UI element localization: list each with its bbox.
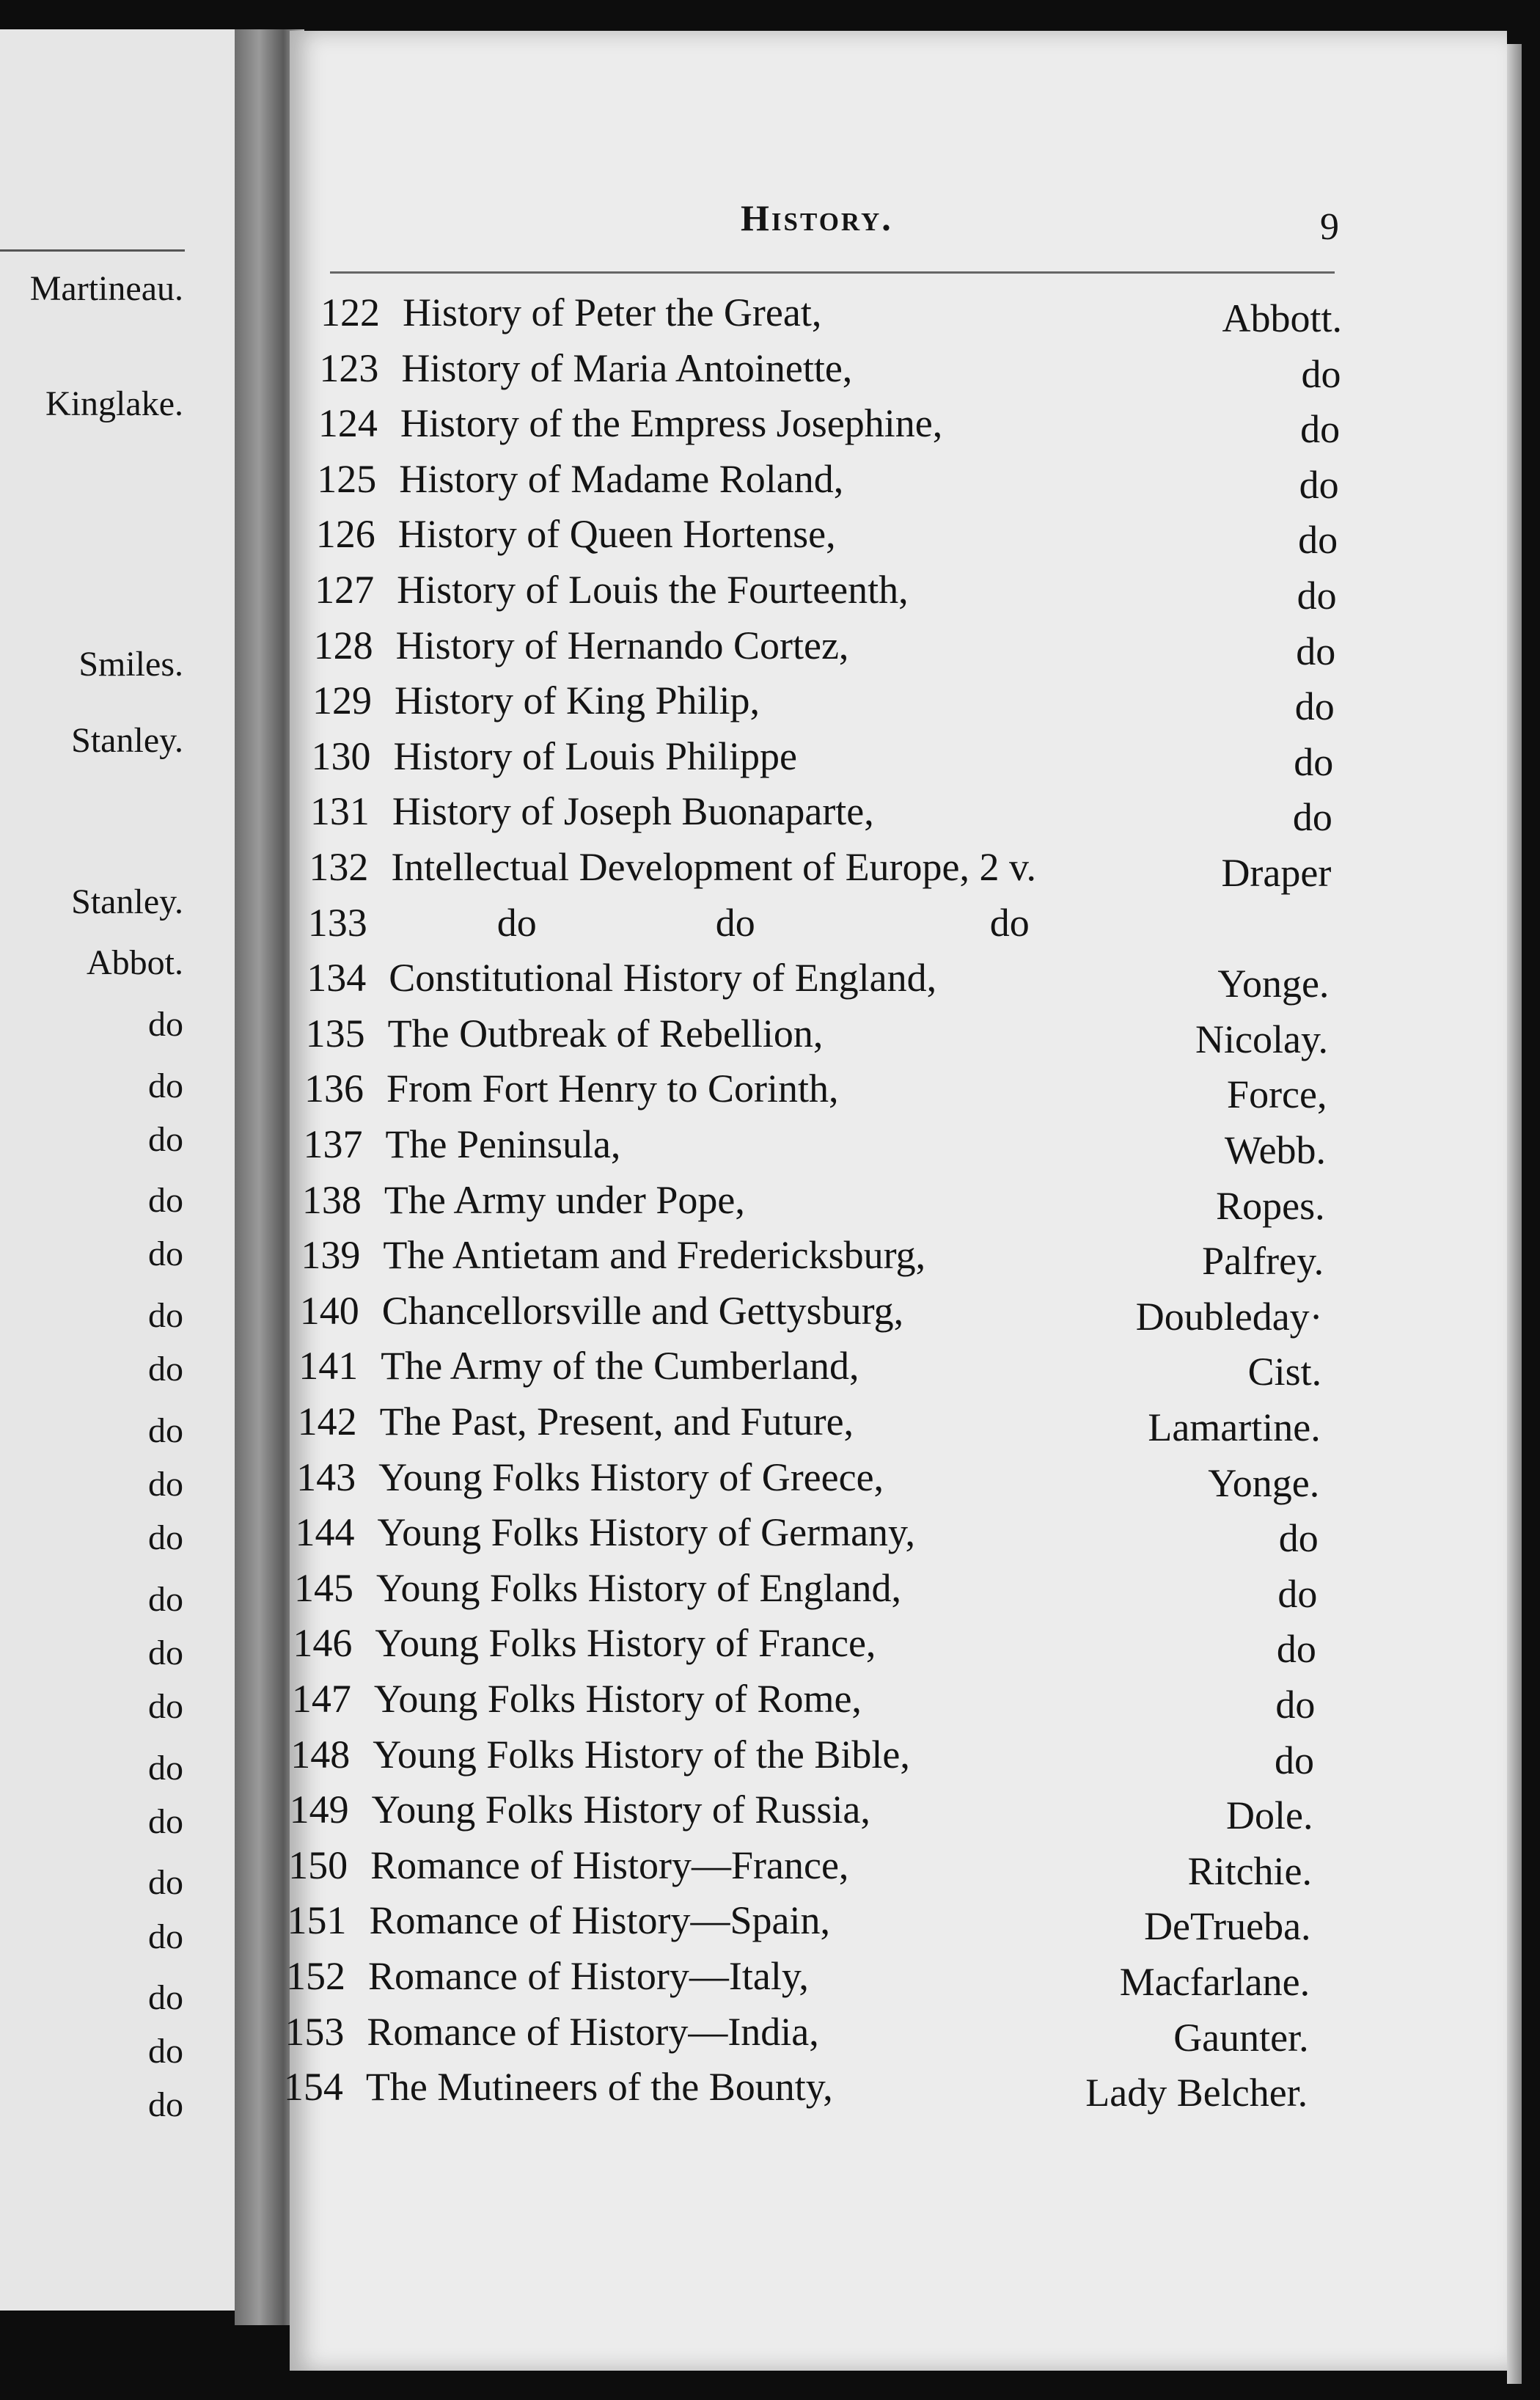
entry-number: 152 [285,1954,345,1998]
header-rule [330,271,1335,274]
left-page-line: do [148,1464,183,1504]
catalog-entry [294,1565,1317,1617]
entry-number: 138 [301,1177,362,1222]
entry-author: Ropes. [1216,1183,1325,1228]
ditto-mark: do [496,900,537,945]
left-page-line: do [148,1296,183,1336]
left-page-line: do [148,1978,183,2018]
left-page-line: do [148,1066,183,1105]
entry-author: Lady Belcher. [1085,2071,1308,2115]
entry-number: 144 [295,1510,355,1555]
entry-title: History of Joseph Buonaparte, [392,789,874,834]
entry-author: do [1294,684,1335,729]
entry-title: History of Hernando Cortez, [395,623,849,667]
left-page-line: do [148,1234,183,1274]
left-page-line: do [148,1917,183,1956]
entry-title: Young Folks History of Rome, [373,1677,862,1721]
running-head: History. [741,197,893,238]
entry-title: Young Folks History of England, [375,1565,902,1610]
entry-author: Ritchie. [1187,1848,1313,1893]
entry-author: do [1294,739,1334,784]
catalog-entry [293,1620,1316,1672]
catalog-entry [284,2064,1308,2115]
ditto-mark: do [989,900,1030,945]
entry-author: do [1299,462,1339,507]
entry-author: do [1298,518,1338,563]
catalog-entry [306,1011,1328,1062]
catalog-entry [309,844,1331,896]
entry-title: Romance of History—Spain, [369,1898,830,1943]
catalog-entry [296,1510,1319,1561]
entry-author: Gaunter. [1173,2015,1309,2060]
entry-number: 146 [293,1621,353,1666]
catalog-entry [303,1122,1326,1173]
left-page [0,29,235,2311]
entry-number: 125 [317,456,377,501]
entry-number: 150 [288,1843,348,1887]
entry-number: 153 [285,2009,345,2054]
entry-author: do [1296,629,1336,673]
left-page-line: do [148,2032,183,2071]
left-page-line: do [148,1004,183,1044]
catalog-entry [317,456,1338,508]
entry-author: Yonge. [1217,962,1330,1006]
entry-number: 127 [315,568,375,612]
entry-title: Young Folks History of the Bible, [373,1732,910,1777]
entry-title: Young Folks History of Germany, [377,1510,916,1555]
catalog-entry [319,345,1341,397]
entry-title: Romance of History—France, [370,1843,849,1887]
entry-number: 151 [287,1898,347,1943]
entry-title: The Mutineers of the Bounty, [365,2065,833,2110]
entry-title: The Peninsula, [385,1122,621,1166]
entry-number: 142 [297,1400,357,1444]
entry-title: History of King Philip, [395,678,760,723]
entry-number: 128 [313,623,373,667]
entry-author: do [1292,795,1332,840]
left-page-line: do [148,1411,183,1450]
entry-number: 149 [289,1788,349,1832]
entry-title: The Antietam and Fredericksburg, [383,1233,926,1278]
entry-author: do [1276,1627,1316,1672]
left-page-line: do [148,1633,183,1672]
entry-number: 154 [283,2065,343,2110]
entry-author: do [1277,1571,1318,1616]
left-page-line: do [148,1863,183,1903]
entry-number: 129 [312,678,373,723]
catalog-entry [285,2009,1308,2060]
entry-author: Webb. [1224,1128,1327,1172]
catalog-entry [298,1343,1321,1394]
catalog-entry [287,1898,1311,1949]
catalog-entry [308,900,1330,951]
entry-title: History of Maria Antoinette, [401,345,853,390]
entry-number: 145 [293,1565,353,1610]
catalog-entry [304,1066,1327,1117]
left-page-line: Kinglake. [45,384,183,423]
entry-author: do [1275,1683,1316,1727]
entry-author: do [1297,574,1337,618]
entry-author: Macfarlane. [1119,1960,1310,2004]
left-page-line: do [148,1350,183,1389]
entry-author: do [1278,1516,1319,1561]
entry-author: do [1274,1738,1314,1782]
entry-number: 123 [319,345,379,390]
entry-number: 137 [303,1122,363,1166]
entry-author: Doubleday· [1135,1294,1323,1339]
entry-number: 133 [307,900,367,945]
catalog-entry [310,789,1332,840]
left-page-line: Stanley. [71,882,183,921]
left-page-line: do [148,1579,183,1619]
entry-author: Cist. [1247,1350,1322,1394]
entry-title: Chancellorsville and Gettysburg, [381,1288,904,1333]
entry-number: 143 [296,1455,356,1499]
catalog-entry [316,511,1338,563]
entry-title: History of Madame Roland, [399,456,844,501]
ditto-mark: do [715,900,755,945]
catalog-entry [311,733,1333,785]
entry-author: Palfrey. [1202,1239,1324,1284]
entry-title: From Fort Henry to Corinth, [386,1067,839,1111]
entry-title: History of Louis Philippe [393,733,797,778]
catalog-entry [312,678,1335,729]
entry-author: Lamartine. [1148,1405,1321,1449]
left-page-line: do [148,1748,183,1788]
entry-number: 135 [305,1011,365,1056]
left-page-rule [0,249,185,252]
catalog-entry [318,400,1340,452]
entry-number: 124 [318,401,378,446]
entry-title: Intellectual Development of Europe, 2 v. [391,845,1037,889]
entry-title: History of Louis the Fourteenth, [397,568,909,612]
entry-number: 131 [309,789,370,834]
entry-number: 130 [311,733,371,778]
left-page-line: do [148,1181,183,1221]
entry-author: Abbott. [1222,296,1342,340]
catalog-entry [302,1177,1325,1229]
left-page-line: Smiles. [78,644,183,684]
entry-title: Constitutional History of England, [389,956,937,1000]
page-edge [1507,44,1522,2384]
catalog-entry [286,1953,1310,2005]
entry-number: 136 [304,1067,364,1111]
entry-number: 140 [299,1288,359,1333]
entry-title: History of Peter the Great, [403,290,822,334]
entry-title: The Outbreak of Rebellion, [387,1011,824,1056]
left-page-line: do [148,1119,183,1159]
left-page-line: do [148,1518,183,1558]
left-page-line: do [148,1687,183,1726]
entry-title: Young Folks History of France, [375,1621,876,1666]
entry-author: DeTrueba. [1144,1904,1311,1949]
entry-author: do [1301,351,1341,396]
entry-title: Romance of History—Italy, [367,1954,809,1998]
entry-title: The Army under Pope, [384,1177,745,1222]
catalog-entry [290,1732,1314,1783]
entry-title: The Past, Present, and Future, [379,1400,854,1444]
entry-author: Force, [1227,1072,1327,1117]
left-page-line: do [148,2085,183,2125]
catalog-entry [307,955,1329,1006]
entry-author: do [1300,407,1341,452]
left-page-line: do [148,1801,183,1841]
entry-number: 122 [320,290,380,334]
entry-author: Draper [1221,851,1332,895]
entry-title: The Army of the Cumberland, [381,1344,859,1389]
entry-title: History of Queen Hortense, [397,512,836,557]
catalog-entry [288,1843,1312,1894]
catalog-entry [292,1676,1316,1727]
entry-number: 126 [315,512,375,557]
left-page-line: Stanley. [71,721,183,761]
entry-number: 147 [291,1677,351,1721]
catalog-entry [320,290,1342,341]
entry-title: Young Folks History of Greece, [378,1455,884,1499]
catalog-entry [298,1399,1321,1450]
entry-number: 141 [298,1344,359,1389]
entry-title: Young Folks History of Russia, [371,1788,870,1832]
entry-number: 132 [309,845,369,889]
catalog-entry [301,1232,1324,1284]
catalog-entry [290,1787,1313,1838]
page-number: 9 [1320,206,1339,248]
entry-number: 148 [290,1732,351,1777]
catalog-entry [315,567,1337,618]
entry-author: Nicolay. [1195,1017,1328,1061]
left-page-line: Martineau. [29,268,183,308]
entry-author: Yonge. [1208,1460,1320,1505]
catalog-entry [300,1288,1323,1339]
entry-number: 134 [307,956,367,1000]
catalog-entry [296,1455,1319,1506]
entry-author: Dole. [1226,1793,1313,1838]
entry-title: Romance of History—India, [367,2009,819,2054]
entry-title: History of the Empress Josephine, [400,401,943,446]
catalog-entry [314,623,1336,674]
entry-number: 139 [301,1233,361,1278]
left-page-line: Abbot. [87,943,183,983]
